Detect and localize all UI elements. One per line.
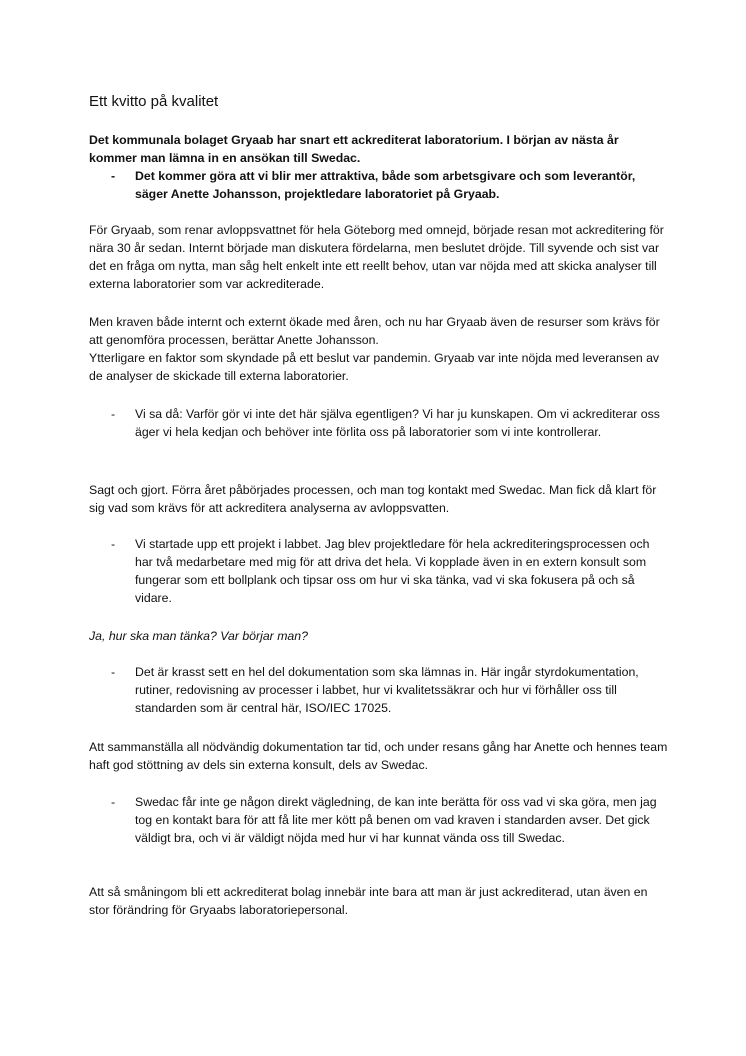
body-paragraph: Sagt och gjort. Förra året påbörjades processen, och man tog kontakt med Swedac. Man fick då klart för sig vad som krävs för att ackreditera analyserna av avloppsvatten. bbox=[89, 483, 657, 515]
dash-bullet: - bbox=[111, 537, 116, 551]
quote-item bbox=[89, 663, 669, 717]
body-paragraph: Men kraven både internt och externt ökade med åren, och nu har Gryaab även de resurser som krävs för att genomföra processen, berättar Anette Johansson. bbox=[89, 315, 660, 347]
body-paragraph: Att så småningom bli ett ackrediterat bolag innebär inte bara att man är just ackrediterad, utan även en stor förändring för Gryaabs laboratoriepersonal. bbox=[89, 885, 648, 917]
quote-text: Det kommer göra att vi blir mer attraktiva, både som arbetsgivare och som leverantör, säger Anette Johansson, projektledare laboratoriet på Gryaab. bbox=[135, 169, 636, 201]
dash-bullet: - bbox=[111, 407, 116, 421]
quote-text: Vi sa då: Varför gör vi inte det här själva egentligen? Vi har ju kunskapen. Om vi ackrediterar oss äger vi hela kedjan och behöver inte förlita oss på laboratorier som vi inte kontrollerar. bbox=[135, 407, 660, 439]
article-title: Ett kvitto på kvalitet bbox=[89, 93, 219, 110]
quote-item bbox=[89, 535, 669, 607]
quote-text: Vi startade upp ett projekt i labbet. Jag blev projektledare för hela ackrediteringsprocessen och har två medarbetare med mig för att driva det hela. Vi kopplade även in en extern konsult som fungerar som ett bollplank och tipsar oss om hur vi ska tänka, vad vi ska fokusera på och så vidare. bbox=[135, 537, 650, 605]
lead-paragraph: Det kommunala bolaget Gryaab har snart ett ackrediterat laboratorium. I början av nästa år kommer man lämna in en ansökan till Swedac. bbox=[89, 133, 619, 165]
quote-item bbox=[89, 793, 669, 865]
quote-item bbox=[89, 405, 669, 459]
quote-item bbox=[89, 167, 669, 203]
body-paragraph: För Gryaab, som renar avloppsvattnet för hela Göteborg med omnejd, började resan mot ackreditering för nära 30 år sedan. Internt började man diskutera fördelarna, men beslutet dröjde. Till syvende och sist var det en fråga om nytta, man såg helt enkelt inte ett reellt behov, utan var nöjda med att skicka analyser till externa laboratorier som var ackrediterade. bbox=[89, 223, 664, 291]
interview-question: Ja, hur ska man tänka? Var börjar man? bbox=[89, 629, 308, 643]
body-paragraph: Att sammanställa all nödvändig dokumentation tar tid, och under resans gång har Anette och hennes team haft god stöttning av dels sin externa konsult, dels av Swedac. bbox=[89, 740, 668, 772]
dash-bullet: - bbox=[111, 665, 116, 679]
body-paragraph: Ytterligare en faktor som skyndade på ett beslut var pandemin. Gryaab var inte nöjda med leveransen av de analyser de skickade till externa laboratorier. bbox=[89, 351, 660, 383]
dash-bullet: - bbox=[111, 795, 116, 809]
quote-text: Det är krasst sett en hel del dokumentation som ska lämnas in. Här ingår styrdokumentation, rutiner, redovisning av processer i labbet, hur vi kvalitetssäkrar och hur vi förhåller oss till standarden som är central här, ISO/IEC 17025. bbox=[135, 665, 639, 715]
quote-text: Swedac får inte ge någon direkt vägledning, de kan inte berätta för oss vad vi ska göra, men jag tog en kontakt bara för att få lite mer kött på benen om vad kraven i standarden avser. Det gick väldigt bra, och vi är väldigt nöjda med hur vi har kunnat vända oss till Swedac. bbox=[135, 795, 657, 845]
dash-bullet: - bbox=[111, 169, 116, 183]
